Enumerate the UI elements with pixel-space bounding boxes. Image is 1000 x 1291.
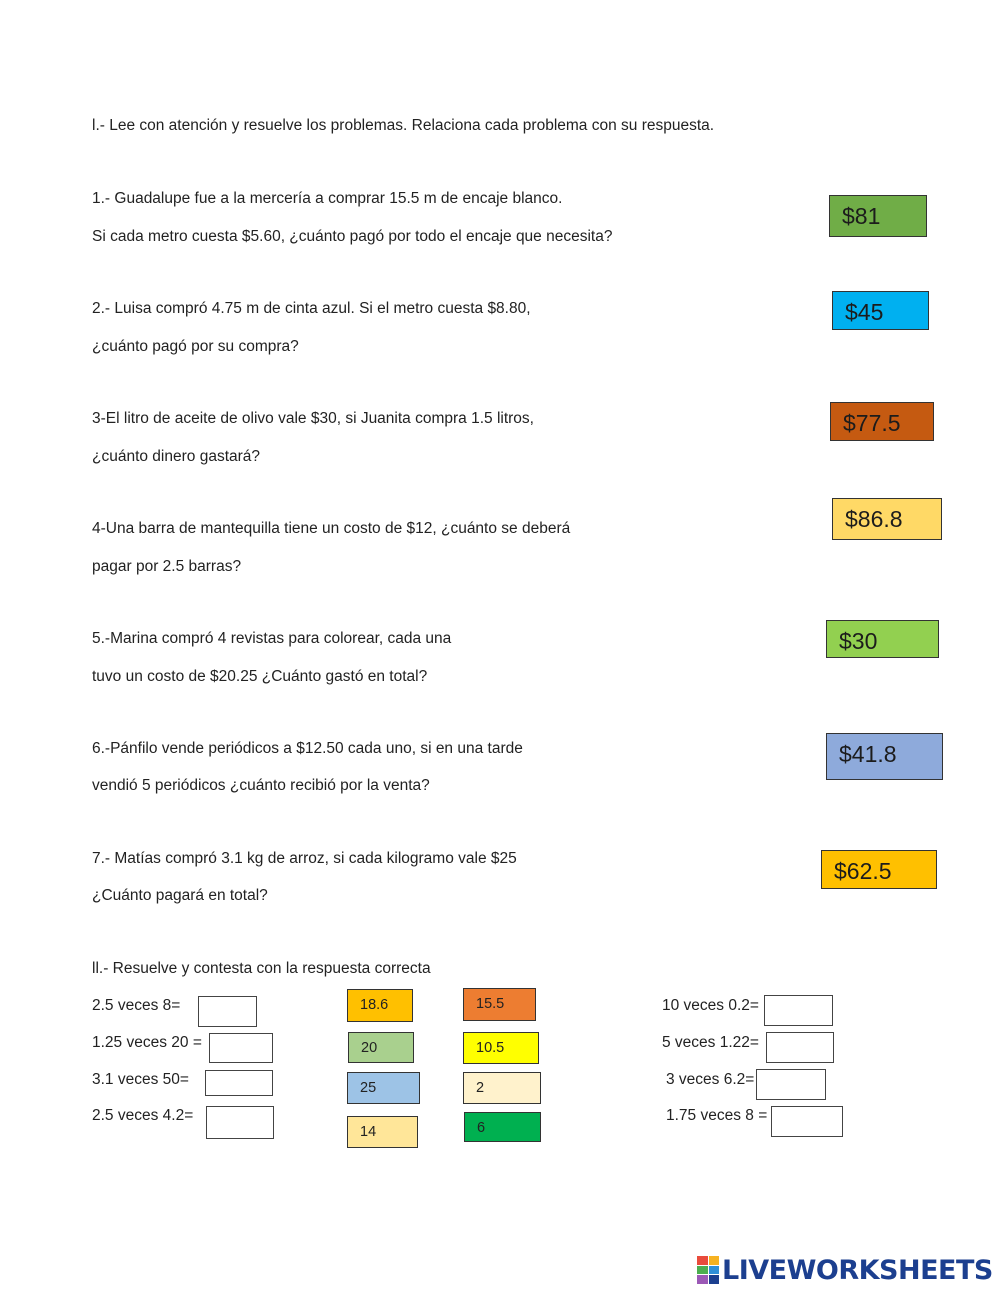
answer-input-box[interactable] xyxy=(771,1106,843,1137)
liveworksheets-logo xyxy=(697,1254,993,1286)
answer-tile[interactable]: $45 xyxy=(832,291,929,330)
problem-6-line-1: 6.-Pánfilo vende periódicos a $12.50 cada uno, si en una tarde xyxy=(92,740,523,757)
answer-tile[interactable]: $62.5 xyxy=(821,850,937,889)
exercise-label: 10 veces 0.2= xyxy=(662,997,759,1014)
exercise-label: 5 veces 1.22= xyxy=(662,1034,759,1051)
answer-tile[interactable]: $86.8 xyxy=(832,498,942,540)
answer-input-box[interactable] xyxy=(766,1032,834,1063)
answer-input-box[interactable] xyxy=(764,995,833,1026)
number-chip[interactable]: 2 xyxy=(463,1072,541,1104)
problem-1-line-2: Si cada metro cuesta $5.60, ¿cuánto pagó por todo el encaje que necesita? xyxy=(92,228,613,245)
problem-5-line-1: 5.-Marina compró 4 revistas para colorear, cada una xyxy=(92,630,452,647)
section-2-instructions: ll.- Resuelve y contesta con la respuesta correcta xyxy=(92,960,431,977)
exercise-label: 3 veces 6.2= xyxy=(666,1071,755,1088)
problem-3-line-2: ¿cuánto dinero gastará? xyxy=(92,448,261,465)
number-chip[interactable]: 18.6 xyxy=(347,989,413,1022)
number-chip[interactable]: 10.5 xyxy=(463,1032,539,1064)
answer-input-box[interactable] xyxy=(209,1033,273,1063)
exercise-label: 2.5 veces 8= xyxy=(92,997,181,1014)
problem-4-line-2: pagar por 2.5 barras? xyxy=(92,558,242,575)
exercise-label: 1.25 veces 20 = xyxy=(92,1034,202,1051)
number-chip[interactable]: 6 xyxy=(464,1112,541,1142)
liveworksheets-logo-icon xyxy=(697,1256,719,1284)
section-1-instructions: l.- Lee con atención y resuelve los problemas. Relaciona cada problema con su respuesta. xyxy=(92,117,715,134)
answer-tile[interactable]: $41.8 xyxy=(826,733,943,780)
answer-input-box[interactable] xyxy=(206,1106,274,1139)
answer-input-box[interactable] xyxy=(198,996,257,1027)
problem-5-line-2: tuvo un costo de $20.25 ¿Cuánto gastó en total? xyxy=(92,668,428,685)
problem-6-line-2: vendió 5 periódicos ¿cuánto recibió por la venta? xyxy=(92,777,430,794)
number-chip[interactable]: 25 xyxy=(347,1072,420,1104)
exercise-label: 1.75 veces 8 = xyxy=(666,1107,768,1124)
answer-tile[interactable]: $77.5 xyxy=(830,402,934,441)
problem-3-line-1: 3-El litro de aceite de olivo vale $30, si Juanita compra 1.5 litros, xyxy=(92,410,534,427)
number-chip[interactable]: 14 xyxy=(347,1116,418,1148)
problem-2-line-2: ¿cuánto pagó por su compra? xyxy=(92,338,299,355)
answer-tile[interactable]: $81 xyxy=(829,195,927,237)
problem-7-line-1: 7.- Matías compró 3.1 kg de arroz, si cada kilogramo vale $25 xyxy=(92,850,517,867)
problem-2-line-1: 2.- Luisa compró 4.75 m de cinta azul. Si el metro cuesta $8.80, xyxy=(92,300,531,317)
answer-tile[interactable]: $30 xyxy=(826,620,939,658)
answer-input-box[interactable] xyxy=(205,1070,273,1096)
liveworksheets-logo-text: LIVEWORKSHEETS xyxy=(722,1254,993,1286)
number-chip[interactable]: 15.5 xyxy=(463,988,536,1021)
problem-7-line-2: ¿Cuánto pagará en total? xyxy=(92,887,268,904)
number-chip[interactable]: 20 xyxy=(348,1032,414,1063)
exercise-label: 3.1 veces 50= xyxy=(92,1071,189,1088)
answer-input-box[interactable] xyxy=(756,1069,826,1100)
problem-1-line-1: 1.- Guadalupe fue a la mercería a comprar 15.5 m de encaje blanco. xyxy=(92,190,563,207)
exercise-label: 2.5 veces 4.2= xyxy=(92,1107,194,1124)
problem-4-line-1: 4-Una barra de mantequilla tiene un costo de $12, ¿cuánto se deberá xyxy=(92,520,571,537)
